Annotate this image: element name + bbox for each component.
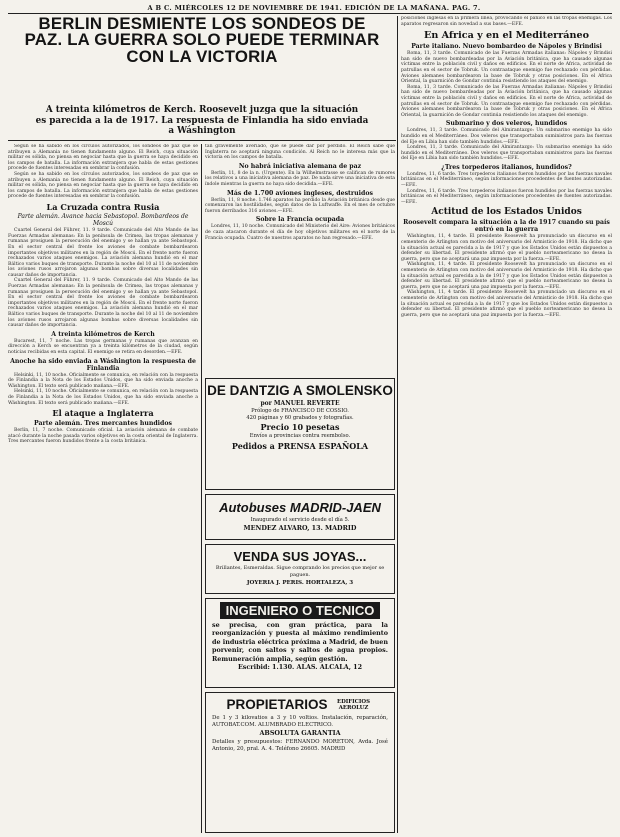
article-text-submarino-continued: Londres, 11, 3 tarde. Comunicado del Almirantazgo: Un submarino enemigo ha sido hundido en el Mediterráneo. Dos veleros que transportaban suministros para las fuerzas del Eje en Libia han sido también hundidos.—EFE. xyxy=(401,145,612,162)
section-title-estados-unidos: Actitud de los Estados Unidos xyxy=(431,207,582,218)
section-subtitle-africa: Parte italiano. Nuevo bombardeo de Nápoles y Brindisi xyxy=(411,43,602,51)
section-title-africa: En Africa y en el Mediterráneo xyxy=(424,30,589,42)
deck-line-2: es parecida a la de 1917. La respuesta de Finlandia ha sido enviada xyxy=(35,115,369,126)
headline-line-3: CON LA VICTORIA xyxy=(126,46,278,66)
ad-joyas-title: VENDA SUS JOYAS... xyxy=(233,549,367,564)
column-4 xyxy=(401,16,612,833)
section-subtitle-cruzada: Parte alemán. Avance hacia Sebastopol. Bombardeos de Moscú xyxy=(17,212,189,227)
ad-autobuses xyxy=(205,494,395,540)
newspaper-page xyxy=(8,4,612,833)
section-title-francia: Sobre la Francia ocupada xyxy=(255,216,345,224)
article-text-finlandia-continued: Helsinki, 11, 10 noche. Oficialmente se comunica, en relación con la respuesta de Finlandia a la Nota de los Estados Unidos, que ha sido enviada anoche a Wáshington. El texto será publicado mañana.—EFE. xyxy=(8,389,198,406)
ad-dantzig-pages: 420 páginas y 60 grabados y fotografías. xyxy=(246,415,354,421)
section-subtitle-estados-unidos: Roosevelt compara la situación a la de 1917 cuando su país entró en la guerra xyxy=(403,219,610,234)
section-title-kerch: A treinta kilómetros de Kerch xyxy=(51,330,155,338)
section-title-no-iniciativa: No habrá iniciativa alemana de paz xyxy=(238,162,362,170)
ad-autobuses-line-1: Inaugurado el servicio desde el día 5. xyxy=(250,517,350,523)
deck-line-1: A treinta kilómetros de Kerch. Roosevelt juzga que la situación xyxy=(45,105,359,115)
article-text-finlandia: Helsinki, 11, 10 noche. Oficialmente se comunica, en relación con la respuesta de Finlandia a la Nota de los Estados Unidos, que ha sido enviada anoche a Wáshington. El texto será publicado mañana.—EFE. xyxy=(8,372,198,389)
article-text-estados-unidos-continued: Wáshington, 11, 4 tarde. El presidente Roosevelt ha pronunciado un discurso en el cementerio de Arlington con motivo del aniversario del Armisticio de 1918. Ha dicho que la situación actual es parecida a la de 1917 y que los Estados Unidos están dispuestos a defender su libertad. El presidente afirmó que el pueblo norteamericano no desea la guerra, pero que no aceptará una paz impuesta por la fuerza.—EFE. xyxy=(401,262,612,290)
article-text-kerch: Bucarest, 11, 7 noche. Las tropas germanas y rumanas que avanzan en dirección a Kerch se encuentran ya a treinta kilómetros de la ciudad, según noticias recibidas en esta capital. El enemigo se retira en desorden.—EFE. xyxy=(8,338,198,355)
article-text-cruzada: Cuartel General del Führer, 11. 9 tarde. Comunicado del Alto Mando de las Fuerzas Armadas alemanas: En la península de Crimea, las tropas alemanas y rumanas prosiguen la persecución del enemigo y se hallan ya ante Sebastopol. En el sector central del frente los aviones de combate bombardearon importantes objetivos militares en la región de Moscú. En el frente norte fueron rechazados varios ataques enemigos. La aviación alemana hundió en el mar Báltico varios buques de transporte. Durante la noche del 10 al 11 de noviembre los aviones rusos arrojaron algunas bombas sobre diversas localidades sin causar daños de importancia. xyxy=(8,228,198,278)
ad-dantzig-prologue: Prólogo de FRANCISCO DE COSSIO. xyxy=(251,408,349,414)
headline-line-2: PAZ. LA GUERRA SOLO PUEDE TERMINAR xyxy=(24,30,380,50)
ad-ingeniero-contact: Escribid: 1.130. ALAS. ALCALA, 12 xyxy=(237,663,363,672)
article-top-continuation: posiciones inglesas en la primera línea, provocando el pánico en las tropas enemigas. Los aparatos regresaron sin novedad a sus bases.—EFE. xyxy=(401,16,612,27)
article-text-no-iniciativa: Berlín, 11, 8 de la n. (Urgente). En la Wilhelmstrasse se califican de rumores los relativos a una iniciativa alemana de paz. De nada sirve una iniciativa de esta índole mientras la guerra no haya sido decidida.—EFE. xyxy=(205,170,395,187)
ad-propietarios-text: De 1 y 3 kilovatios a 3 y 10 voltios. Instalación, reparación, AUTOBAT.COM. ALUMBRADO ELECTRICO. xyxy=(212,715,388,728)
ad-propietarios-side: EDIFICIOS AEROLUZ xyxy=(336,699,371,711)
ad-dantzig-price: Precio 10 pesetas xyxy=(260,422,340,432)
ad-dantzig-book xyxy=(205,378,395,490)
ad-joyas xyxy=(205,544,395,594)
main-headline xyxy=(8,16,396,65)
column-rule-1 xyxy=(201,144,202,833)
article-continuation: tan gravemente averiado, que se puede dar por perdido. El Reich sabe que Inglaterra no aceptará ninguna condición. Al Reich no le interesa más que la victoria en los campos de batalla. xyxy=(205,144,395,161)
ad-propietarios-contact: Detalles y presupuestos: FERNANDO MORETON, Avda. José Antonio, 20, pral. A. 4. Teléfono 26605. MADRID xyxy=(212,739,388,752)
article-text-inglaterra: Berlín, 11, 7 noche. Comunicado oficial. La aviación alemana de combate atacó durante la noche pasada varios objetivos en la costa oriental de Inglaterra. Tres mercantes fueron hundidos frente a la costa británica. xyxy=(8,428,198,445)
column-2-text xyxy=(205,144,395,376)
section-subtitle-inglaterra: Parte alemán. Tres mercantes hundidos xyxy=(34,420,172,428)
section-title-cruzada: La Cruzada contra Rusia xyxy=(46,201,160,212)
lead-article-text: Según se ha sabido en los círculos autorizados, los sondeos de paz que se atribuyen a Alemania no tienen fundamento alguno. El Reich, cuya situación militar es sólida, no piensa en negociar hasta que la guerra se haya decidido en los campos de batalla. La información extranjera que habla de estas gestiones procede de fuentes interesadas en sembrar la confusión. xyxy=(8,144,198,172)
article-text-aviones: Berlín, 11, 8 noche. 1.746 aparatos ha perdido la Aviación británica desde que comenzaron las hostilidades, según datos de la Luftwaffe. En el mes de octubre fueron derribados 316 aviones.—EFE. xyxy=(205,197,395,214)
article-text-torpederos-continued: Londres, 11, 6 tarde. Tres torpederos italianos fueron hundidos por las fuerzas navales británicas en el Mediterráneo, según informaciones procedentes de fuentes autorizadas.—EFE. xyxy=(401,188,612,205)
ad-joyas-address: JOYERIA J. PERIS. HORTALEZA, 3 xyxy=(246,580,354,586)
ad-ingeniero-text: se precisa, con gran práctica, para la reorganización y puesta al máximo rendimiento de industria eléctrica próxima a Madrid, de buen porvenir, con saltos y saltos de agua propios. Remuneración amplia, según gestión. xyxy=(212,621,388,663)
ad-propietarios-guarantee: ABSOLUTA GARANTIA xyxy=(259,729,341,737)
ad-ingeniero-title: INGENIERO O TECNICO xyxy=(220,602,381,619)
article-text-torpederos: Londres, 11, 6 tarde. Tres torpederos italianos fueron hundidos por las fuerzas navales británicas en el Mediterráneo, según informaciones procedentes de fuentes autorizadas.—EFE. xyxy=(401,171,612,189)
article-text-estados-unidos-more: Wáshington, 11, 4 tarde. El presidente Roosevelt ha pronunciado un discurso en el cementerio de Arlington con motivo del aniversario del Armisticio de 1918. Ha dicho que la situación actual es parecida a la de 1917 y que los Estados Unidos están dispuestos a defender su libertad. El presidente afirmó que el pueblo norteamericano no desea la guerra, pero que no aceptará una paz impuesta por la fuerza.—EFE. xyxy=(401,290,612,318)
ad-ingeniero xyxy=(205,598,395,688)
ad-dantzig-title: DE DANTZIG A SMOLENSKO xyxy=(207,383,393,398)
headline-line-1: BERLIN DESMIENTE LOS SONDEOS DE xyxy=(38,14,366,33)
article-text-estados-unidos: Wáshington, 11, 4 tarde. El presidente Roosevelt ha pronunciado un discurso en el cementerio de Arlington con motivo del aniversario del Armisticio de 1918. Ha dicho que la situación actual es parecida a la de 1917 y que los Estados Unidos están dispuestos a defender su libertad. El presidente afirmó que el pueblo norteamericano no desea la guerra, pero que no aceptará una paz impuesta por la fuerza.—EFE. xyxy=(401,234,612,262)
ad-autobuses-title: Autobuses MADRID-JAEN xyxy=(219,500,381,515)
section-title-finlandia: Anoche ha sido enviada a Wáshington la respuesta de Finlandia xyxy=(10,357,196,372)
lead-article-text-continued: Según se ha sabido en los círculos autorizados, los sondeos de paz que se atribuyen a Alemania no tienen fundamento alguno. El Reich, cuya situación militar es sólida, no piensa en negociar hasta que la guerra se haya decidido en los campos de batalla. La información extranjera que habla de estas gestiones procede de fuentes interesadas en sembrar la confusión. xyxy=(8,171,198,200)
deck-rule xyxy=(8,140,396,141)
ad-propietarios-title: PROPIETARIOS xyxy=(226,697,328,712)
section-title-inglaterra: El ataque a Inglaterra xyxy=(52,408,154,419)
ad-dantzig-author: por MANUEL REVERTE xyxy=(260,400,340,407)
column-rule-2 xyxy=(397,16,398,833)
page-folio: A B C. MIÉRCOLES 12 DE NOVIEMBRE DE 1941. EDICIÓN DE LA MAÑANA. PAG. 7. xyxy=(147,4,481,12)
article-text-cruzada-continued: Cuartel General del Führer, 11. 9 tarde. Comunicado del Alto Mando de las Fuerzas Armadas alemanas: En la península de Crimea, las tropas alemanas y rumanas prosiguen la persecución del enemigo y se hallan ya ante Sebastopol. En el sector central del frente los aviones de combate bombardearon importantes objetivos militares en la región de Moscú. En el frente norte fueron rechazados varios ataques enemigos. La aviación alemana hundió en el mar Báltico varios buques de transporte. Durante la noche del 10 al 11 de noviembre los aviones rusos arrojaron algunas bombas sobre diversas localidades sin causar daños de importancia. xyxy=(8,278,198,329)
section-title-submarino: Submarino y dos veleros, hundidos xyxy=(445,120,568,128)
article-text-submarino: Londres, 11, 3 tarde. Comunicado del Almirantazgo: Un submarino enemigo ha sido hundido en el Mediterráneo. Dos veleros que transportaban suministros para las fuerzas del Eje en Libia han sido también hundidos.—EFE. xyxy=(401,128,612,145)
article-text-africa-continued: Roma, 11, 3 tarde. Comunicado de las Fuerzas Armadas italianas: Nápoles y Brindisi han sido de nuevo bombardeadas por la Aviación británica, que ha causado algunas víctimas entre la población civil y daños en edificios. En el norte de Africa, actividad de patrullas en el sector de Tobruk. Un contraataque enemigo fue rechazado con pérdidas. Aviones alemanes bombardearon la base de Tobruk y otras posiciones. En el Africa Oriental, la guarnición de Gondar continúa resistiendo los ataques del enemigo. xyxy=(401,84,612,118)
article-text-africa: Roma, 11, 3 tarde. Comunicado de las Fuerzas Armadas italianas: Nápoles y Brindisi han sido de nuevo bombardeadas por la Aviación británica, que ha causado algunas víctimas entre la población civil y daños en edificios. En el norte de Africa, actividad de patrullas en el sector de Tobruk. Un contraataque enemigo fue rechazado con pérdidas. Aviones alemanes bombardearon la base de Tobruk y otras posiciones. En el Africa Oriental, la guarnición de Gondar continúa resistiendo los ataques del enemigo. xyxy=(401,51,612,85)
article-text-francia: Londres, 11, 10 noche. Comunicado del Ministerio del Aire: Aviones británicos de caza atacaron durante el día de hoy objetivos militares en el norte de la Francia ocupada. Cuatro de nuestros aparatos no han regresado.—EFE. xyxy=(205,224,395,241)
ad-propietarios xyxy=(205,692,395,833)
ad-joyas-text: Brillantes, Esmeraldas. Sigue comprando los precios que mejor se paguen. xyxy=(215,565,385,578)
ad-autobuses-address: MENDEZ ALVARO, 13. MADRID xyxy=(243,524,357,532)
column-1 xyxy=(8,144,198,833)
headline-deck xyxy=(8,105,396,137)
ad-dantzig-shipping: Envíos a provincias contra reembolso. xyxy=(249,433,351,439)
section-title-torpederos: ¿Tres torpederos italianos, hundidos? xyxy=(441,163,572,171)
section-title-aviones: Más de 1.700 aviones ingleses, destruidos xyxy=(227,189,373,197)
ad-dantzig-orders: Pedidos a PRENSA ESPAÑOLA xyxy=(231,441,369,451)
deck-line-3: a Wáshington xyxy=(168,126,236,137)
